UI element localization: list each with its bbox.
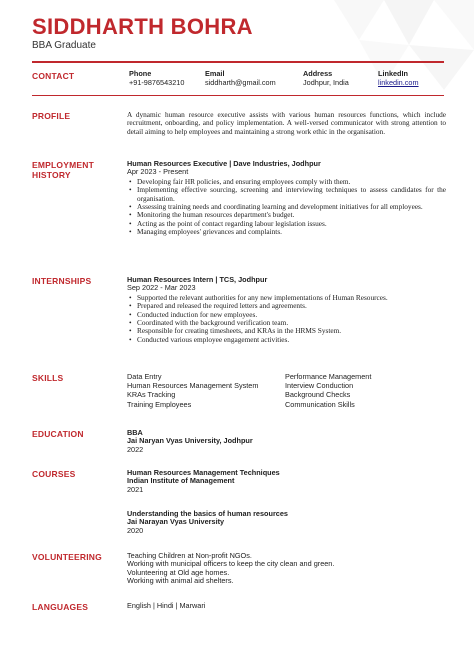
list-item: • Managing employees' grievances and complaints.: [127, 228, 446, 236]
skill-item: Interview Conduction: [285, 381, 354, 391]
section-label-volunteering: VOLUNTEERING: [32, 552, 102, 562]
list-item: • Implementing effective sourcing, screening and interviewing techniques to assess candidates for the organisation.: [127, 186, 446, 203]
course-institute: Jai Narayan Vyas University: [127, 517, 225, 527]
employment-role: Human Resources Executive | Dave Industries, Jodhpur: [127, 159, 321, 168]
skills-grid: [127, 373, 446, 409]
list-item: • Responsible for creating timesheets, and KRAs in the HRMS System.: [127, 327, 446, 335]
contact-address-value: Jodhpur, India: [303, 77, 349, 87]
candidate-title: BBA Graduate: [32, 40, 96, 51]
list-item: • Conducted induction for new employees.: [127, 311, 446, 319]
list-item: • Acting as the point of contact regarding labour legislation issues.: [127, 220, 446, 228]
skill-item: Data Entry: [127, 372, 162, 381]
contact-phone-value: +91-9876543210: [129, 77, 185, 87]
section-label-contact: CONTACT: [32, 71, 75, 81]
course-year: 2020: [127, 525, 144, 535]
contact-address: [303, 70, 349, 87]
skill-item: KRAs Tracking: [127, 390, 176, 400]
list-item: • Conducted various employee engagement activities.: [127, 336, 446, 344]
skill-item: Human Resources Management System: [127, 381, 259, 391]
list-item: • Assessing training needs and coordinating learning and development initiatives for all employees.: [127, 203, 446, 211]
list-item: • Prepared and released the required letters and agreements.: [127, 302, 446, 310]
course-year: 2021: [127, 484, 144, 494]
education-school: Jai Naryan Vyas University, Jodhpur: [127, 436, 253, 446]
candidate-name: SIDDHARTH BOHRA: [32, 14, 253, 39]
contact-phone-label: Phone: [129, 69, 152, 78]
contact-email: [205, 70, 276, 87]
list-item: • Supported the relevant authorities for any new implementations of Human Resources.: [127, 294, 446, 302]
skill-item: Communication Skills: [285, 399, 355, 409]
list-item: • Coordinated with the background verification team.: [127, 319, 446, 327]
list-item: Volunteering at Old age homes.: [127, 567, 230, 577]
list-item: • Monitoring the human resources department's budget.: [127, 211, 446, 219]
contact-linkedin-link[interactable]: linkedin.com: [378, 77, 419, 87]
section-label-languages: LANGUAGES: [32, 602, 89, 612]
contact-linkedin-label: LinkedIn: [378, 69, 408, 78]
contact-address-label: Address: [303, 69, 333, 78]
section-label-employment-line1: EMPLOYMENT: [32, 160, 94, 170]
internship-date: Sep 2022 - Mar 2023: [127, 283, 196, 293]
education-degree: BBA: [127, 428, 143, 437]
course-institute: Indian Institute of Management: [127, 476, 235, 486]
contact-email-value[interactable]: siddharth@gmail.com: [205, 77, 276, 87]
education-year: 2022: [127, 444, 144, 454]
languages-value: English | Hindi | Marwari: [127, 601, 206, 610]
internship-bullets: [127, 294, 446, 344]
course-entry-1: [127, 469, 446, 494]
employment-date: Apr 2023 - Present: [127, 167, 189, 177]
employment-entry: [127, 160, 446, 237]
skill-item: Background Checks: [285, 390, 351, 400]
contact-divider: [32, 95, 444, 96]
section-label-courses: COURSES: [32, 469, 76, 479]
education-entry: [127, 429, 446, 454]
contact-linkedin: [378, 70, 419, 87]
section-label-internships: INTERNSHIPS: [32, 276, 92, 286]
section-label-education: EDUCATION: [32, 429, 84, 439]
section-label-profile: PROFILE: [32, 111, 71, 121]
profile-text: A dynamic human resource executive assists with various human resources functions, which include recruitment, onboarding, and policy implementation. A well-versed communicator with strong attention to detail aiming to help employees and maintaining a strong work ethic in the organisation.: [127, 110, 446, 136]
skill-item: Performance Management: [285, 372, 372, 381]
section-label-skills: SKILLS: [32, 373, 64, 383]
list-item: Teaching Children at Non-profit NGOs.: [127, 551, 252, 560]
list-item: Working with animal aid shelters.: [127, 576, 234, 586]
contact-email-label: Email: [205, 69, 225, 78]
section-label-employment-line2: HISTORY: [32, 170, 71, 180]
course-title: Understanding the basics of human resources: [127, 509, 288, 518]
list-item: • Developing fair HR policies, and ensuring employees comply with them.: [127, 178, 446, 186]
skill-item: Training Employees: [127, 399, 192, 409]
contact-phone: [129, 70, 184, 87]
internship-entry: [127, 276, 446, 344]
list-item: Working with municipal officers to keep the city clean and green.: [127, 559, 335, 569]
internship-role: Human Resources Intern | TCS, Jodhpur: [127, 275, 268, 284]
employment-bullets: [127, 178, 446, 237]
course-title: Human Resources Management Techniques: [127, 468, 280, 477]
volunteering-list: [127, 552, 446, 586]
section-label-employment: [32, 160, 94, 180]
course-entry-2: [127, 510, 446, 535]
header-divider: [32, 61, 444, 63]
